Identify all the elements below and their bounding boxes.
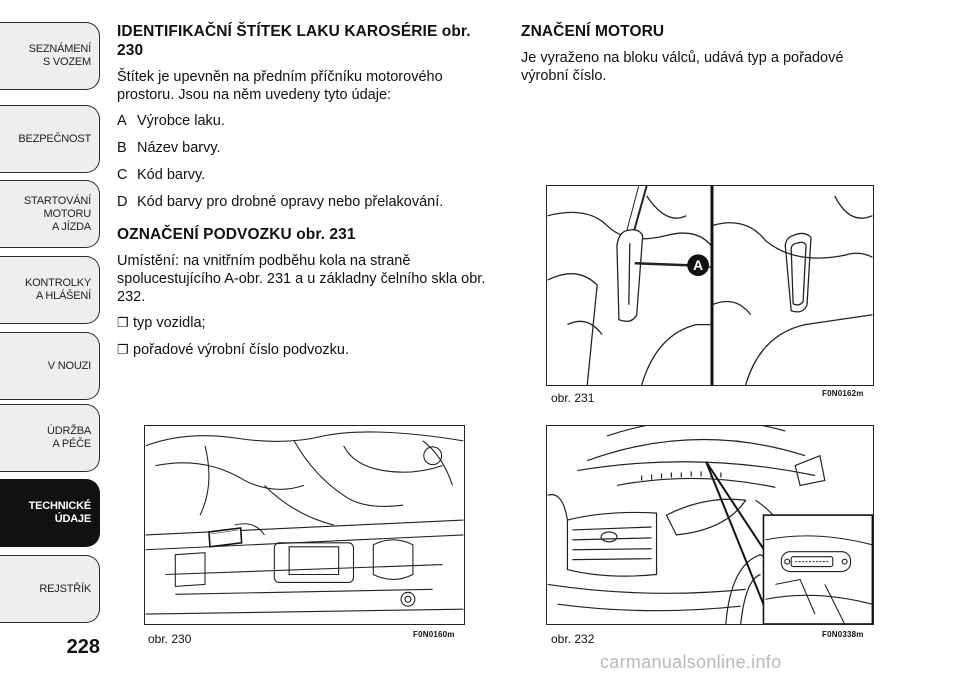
tab-label: TECHNICKÉ ÚDAJE: [28, 500, 91, 525]
item-text: Výrobce laku.: [137, 113, 225, 129]
tab-technicke-udaje[interactable]: [0, 479, 100, 547]
paragraph-engine-marking: Je vyraženo na bloku válců, udává typ a pořadové výrobní číslo.: [521, 50, 844, 84]
left-text-column: [117, 22, 487, 368]
figure-caption: obr. 232: [551, 632, 595, 646]
list-item: [117, 193, 487, 211]
engine-bay-illustration: [145, 426, 464, 624]
tab-label: BEZPEČNOST: [18, 132, 91, 145]
tab-label: STARTOVÁNÍ MOTORU A JÍZDA: [23, 194, 91, 233]
figure-232-van-front: [546, 425, 874, 625]
item-text: Název barvy.: [137, 140, 221, 156]
tab-label: SEZNÁMENÍ S VOZEM: [28, 43, 91, 68]
checkbox-bullet-icon: ❐: [117, 315, 129, 330]
item-text: Kód barvy.: [137, 167, 206, 183]
figure-231-wheel-arch: [546, 185, 874, 386]
item-key: D: [117, 194, 128, 210]
van-front-illustration: [547, 426, 873, 624]
chapter-tab-sidebar: [0, 0, 104, 677]
tab-rejstrik[interactable]: [0, 555, 100, 623]
bullet-item: [117, 341, 487, 359]
item-key: B: [117, 140, 127, 156]
callout-label-a: A: [693, 257, 704, 274]
paragraph-chassis-location: Umístění: na vnitřním podběhu kola na straně spolucestujícího A-obr. 231 a u základny čelního skla obr. 232.: [117, 253, 486, 305]
tab-seznameni-s-vozem[interactable]: [0, 22, 100, 90]
tab-udrzba-a-pece[interactable]: [0, 404, 100, 472]
bullet-item: [117, 314, 487, 332]
list-item: [117, 112, 487, 130]
figure-code: F0N0160m: [413, 630, 455, 639]
item-text: Kód barvy pro drobné opravy nebo přelakování.: [137, 194, 444, 210]
paint-label-plate: [209, 528, 242, 547]
heading-paint-label: IDENTIFIKAČNÍ ŠTÍTEK LAKU KAROSÉRIE obr. 230: [117, 23, 471, 59]
tab-label: KONTROLKY A HLÁŠENÍ: [24, 277, 91, 302]
figure-caption: obr. 231: [551, 391, 595, 405]
figure-code: F0N0338m: [822, 630, 864, 639]
item-key: A: [117, 113, 127, 129]
checkbox-bullet-icon: ❐: [117, 342, 129, 357]
tab-label: REJSTŘÍK: [39, 582, 91, 595]
tab-label: V NOUZI: [47, 359, 91, 372]
figure-230-engine-bay: [144, 425, 465, 625]
watermark: carmanualsonline.info: [600, 652, 782, 672]
item-key: C: [117, 167, 128, 183]
figure-code: F0N0162m: [822, 389, 864, 398]
tab-kontrolky-a-hlaseni[interactable]: [0, 256, 100, 324]
list-item: [117, 139, 487, 157]
right-text-column: [521, 22, 891, 93]
vin-inset: [763, 515, 872, 624]
page-number: 228: [66, 636, 100, 658]
tab-bezpecnost[interactable]: [0, 105, 100, 173]
list-item: [117, 166, 487, 184]
bullet-text: pořadové výrobní číslo podvozku.: [133, 342, 350, 358]
tab-v-nouzi[interactable]: [0, 332, 100, 400]
tab-label: ÚDRŽBA A PÉČE: [46, 425, 91, 450]
wheel-arch-illustration: [547, 186, 873, 385]
paragraph-paint-label: Štítek je upevněn na předním příčníku motorového prostoru. Jsou na něm uvedeny tyto údaje:: [117, 69, 443, 103]
heading-engine-marking: ZNAČENÍ MOTORU: [521, 23, 665, 40]
figure-caption: obr. 230: [148, 632, 192, 646]
heading-chassis-marking: OZNAČENÍ PODVOZKU obr. 231: [117, 226, 356, 243]
tab-startovani-motoru[interactable]: [0, 180, 100, 248]
bullet-text: typ vozidla;: [133, 315, 206, 331]
